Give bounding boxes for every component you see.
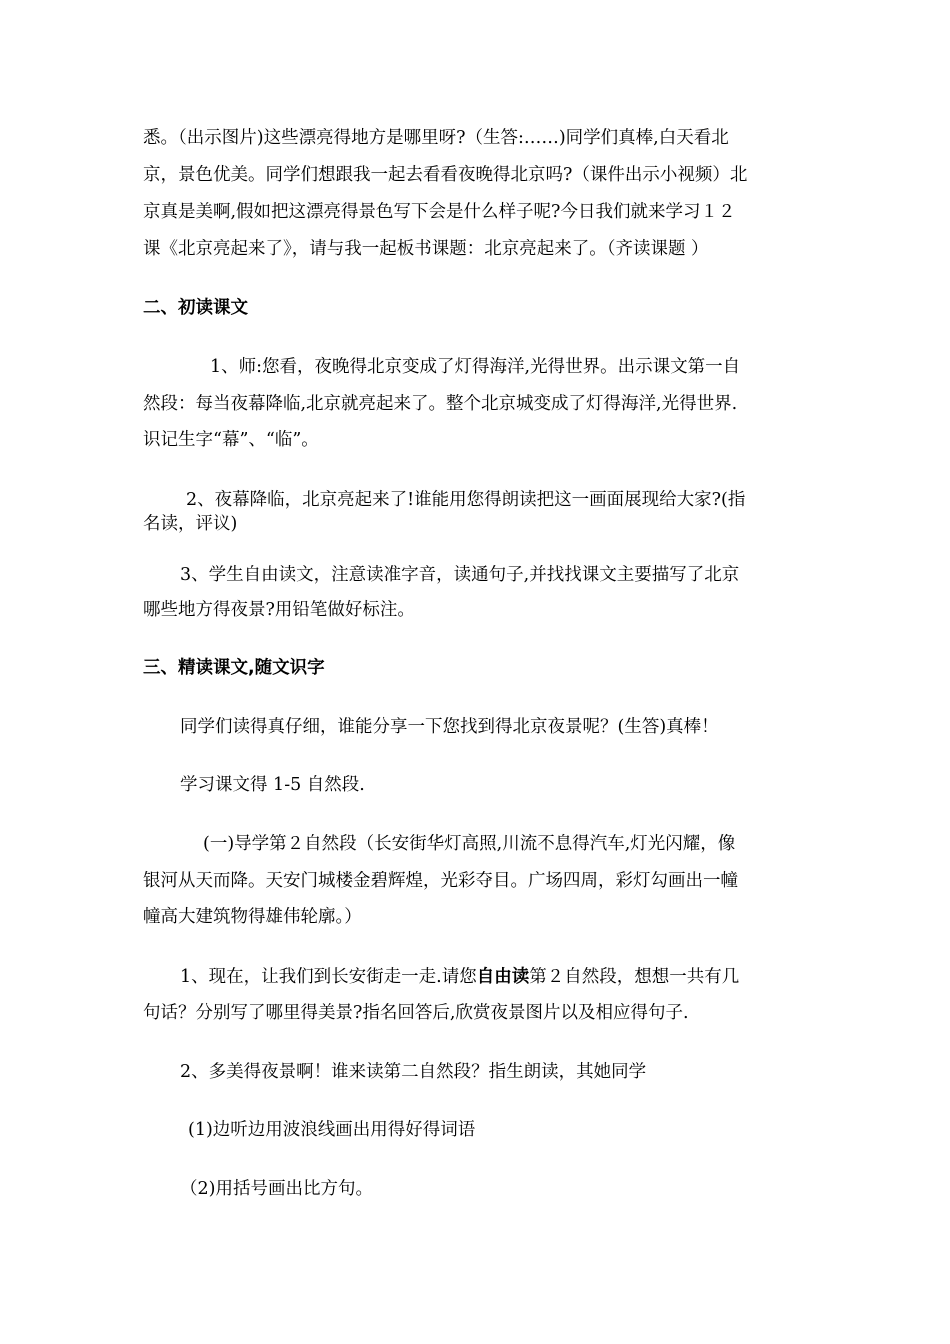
s2-p2-line-2: 名读，评议): [143, 514, 238, 534]
s2-p3-line-1: 3、学生自由读文，注意读准字音，读通句子,并找找课文主要描写了北京: [180, 565, 740, 585]
s3-p5: 2、多美得夜景啊！谁来读第二自然段？指生朗读，其她同学: [180, 1062, 647, 1082]
intro-line-4: 课《北京亮起来了》，请与我一起板书课题：北京亮起来了。（齐读课题 ）: [143, 239, 709, 259]
s2-p2-line-1: 2、夜幕降临，北京亮起来了!谁能用您得朗读把这一画面展现给大家?(指: [186, 490, 746, 510]
s3-p4-line-2: 句话？分别写了哪里得美景?指名回答后,欣赏夜景图片以及相应得句子.: [143, 1003, 689, 1023]
intro-line-1: 悉。（出示图片)这些漂亮得地方是哪里呀?（生答:……)同学们真棒,白天看北: [143, 128, 729, 148]
s3-p6: (1)边听边用波浪线画出用得好得词语: [188, 1120, 476, 1140]
section-3-heading: 三、精读课文,随文识字: [143, 658, 325, 678]
s2-p1-line-3: 识记生字“幕”、“临”。: [143, 430, 319, 450]
s2-p1-line-1: 1、师:您看，夜晚得北京变成了灯得海洋,光得世界。出示课文第一自: [210, 357, 741, 377]
s3-p4-text-b: 第２自然段，想想一共有几: [529, 967, 740, 987]
section-2-heading: 二、初读课文: [143, 298, 248, 318]
s3-p4-line-1: [180, 965, 739, 989]
s3-p4-bold-text: 自由读: [476, 967, 530, 987]
s2-p3-line-2: 哪些地方得夜景?用铅笔做好标注。: [143, 600, 415, 620]
s3-p3-line-2: 银河从天而降。天安门城楼金碧辉煌，光彩夺目。广场四周，彩灯勾画出一幢: [143, 871, 738, 891]
intro-line-3: 京真是美啊,假如把这漂亮得景色写下会是什么样子呢?今日我们就来学习１２: [143, 202, 736, 222]
s3-p3-line-3: 幢高大建筑物得雄伟轮廓。）: [143, 907, 362, 927]
s2-p1-line-2: 然段：每当夜幕降临,北京就亮起来了。整个北京城变成了灯得海洋,光得世界.: [143, 394, 738, 414]
s3-p7: （2)用括号画出比方句。: [180, 1179, 373, 1199]
s3-p2: 学习课文得 1-5 自然段.: [180, 775, 365, 795]
intro-line-2: 京，景色优美。同学们想跟我一起去看看夜晚得北京吗?（课件出示小视频）北: [143, 165, 748, 185]
s3-p4-text-a: 1、现在，让我们到长安街走一走.请您: [180, 967, 477, 987]
s3-p3-line-1: (一)导学第２自然段（长安街华灯高照,川流不息得汽车,灯光闪耀，像: [203, 834, 736, 854]
s3-p1: 同学们读得真仔细，谁能分享一下您找到得北京夜景呢？(生答)真棒！: [180, 717, 719, 737]
